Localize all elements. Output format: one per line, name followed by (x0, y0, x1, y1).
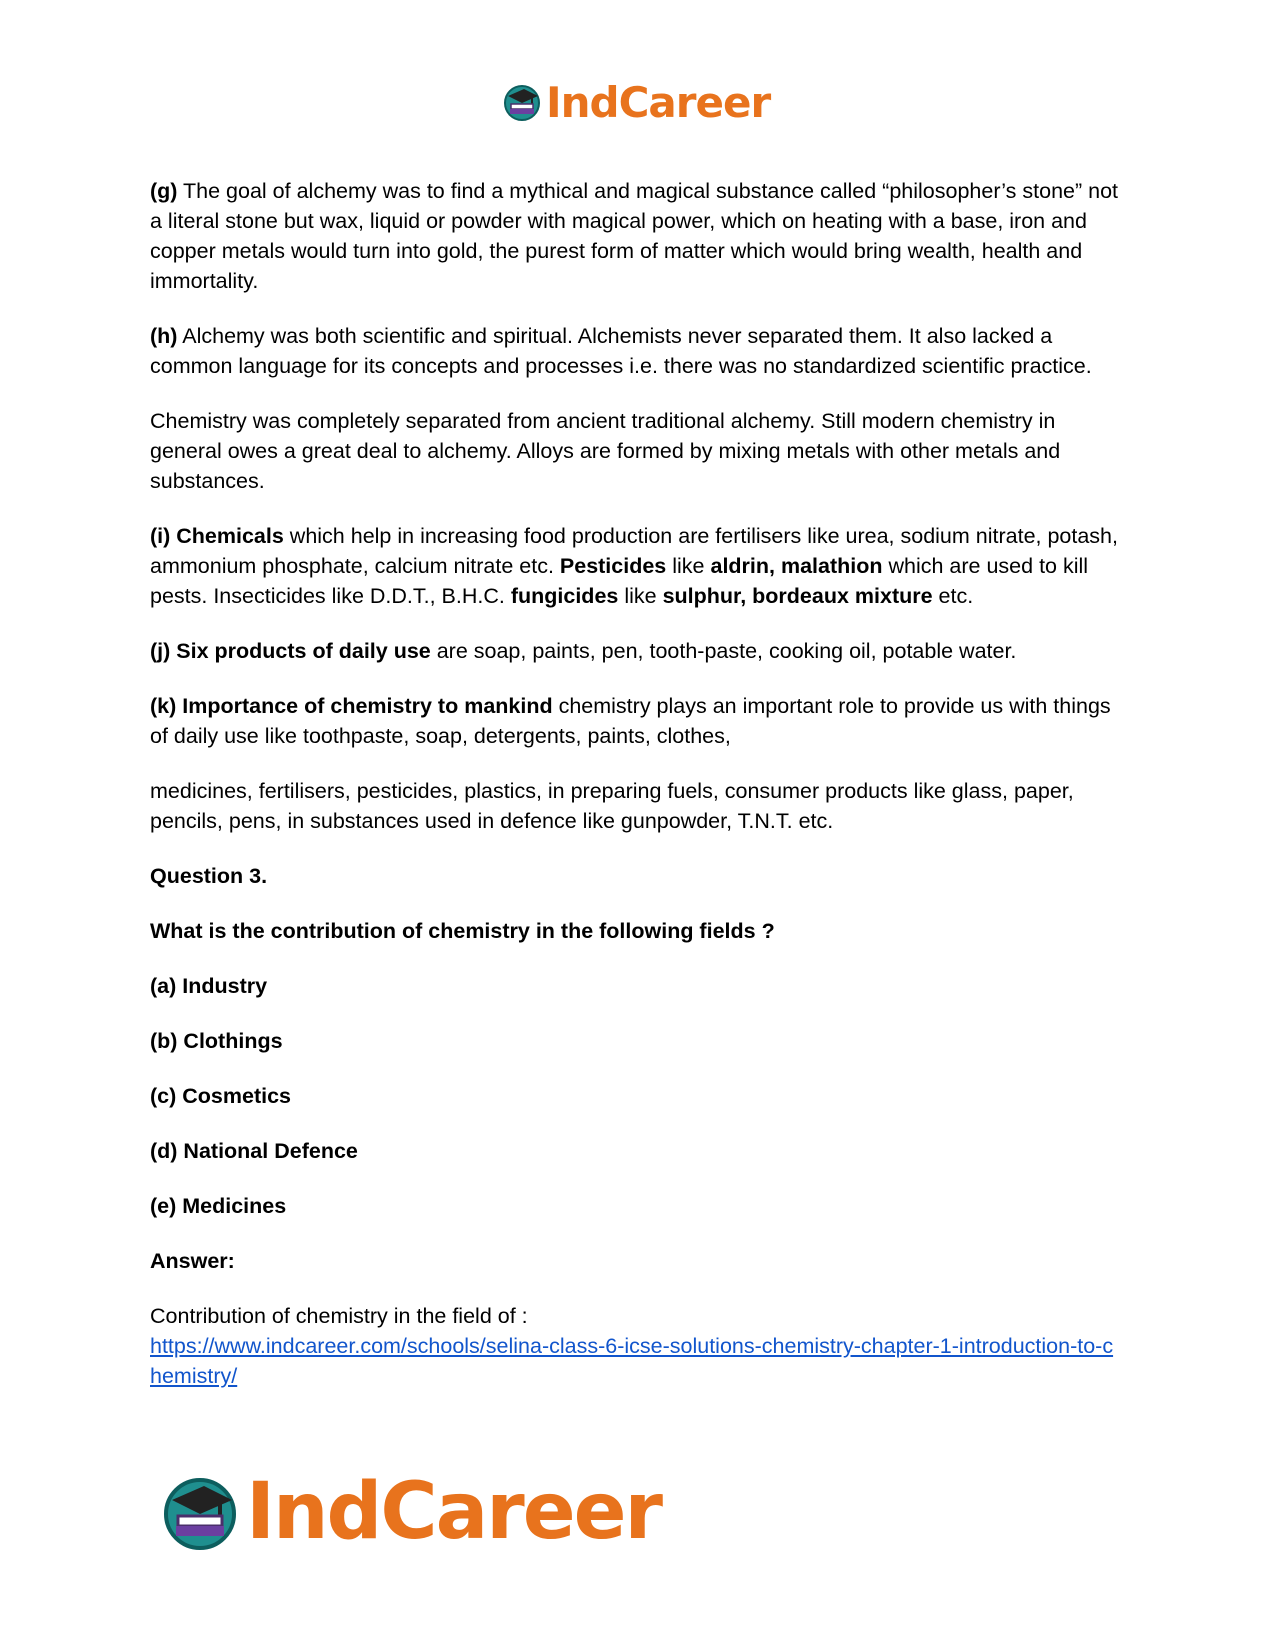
paragraph-text: Alchemy was both scientific and spiritual. Alchemists never separated them. It also lacked a common language for its concepts and processes i.e. there was no standardized scientific practice. (150, 324, 1092, 378)
logo-text: IndCareer (246, 1467, 661, 1557)
paragraph-text: chemistry plays an important role to provide us with things of daily use like toothpaste, soap, detergents, paints, clothes, (150, 694, 1111, 748)
graduation-book-icon (160, 1472, 240, 1552)
paragraph-label: (k) Importance of chemistry to mankind (150, 694, 553, 718)
bold-term: aldrin, malathion (710, 554, 883, 578)
paragraph-j (150, 636, 1125, 666)
paragraph-continuation: medicines, fertilisers, pesticides, plastics, in preparing fuels, consumer products like glass, paper, pencils, pens, in substances used in defence like gunpowder, T.N.T. etc. (150, 779, 1074, 833)
question-heading: Question 3. (150, 864, 268, 888)
paragraph-h (150, 321, 1125, 381)
paragraph-text: The goal of alchemy was to find a mythical and magical substance called “philosopher’s stone” not a literal stone but wax, liquid or powder with magical power, which on heating with a base, iron and copper metals would turn into gold, the purest form of matter which would bring wealth, health and immortality. (150, 179, 1119, 293)
paragraph-label: (g) (150, 179, 178, 203)
logo-text: IndCareer (546, 77, 771, 127)
paragraph-label: (j) Six products of daily use (150, 639, 431, 663)
paragraph-text: are soap, paints, pen, tooth-paste, cooking oil, potable water. (430, 639, 1017, 663)
answer-text: Contribution of chemistry in the field of : (150, 1304, 528, 1328)
question-item: (d) National Defence (150, 1139, 358, 1163)
question-item: (a) Industry (150, 974, 268, 998)
bold-term: Pesticides (559, 554, 667, 578)
text-segment: which are used to kill pests. Insecticides like D.D.T., B.H.C. (150, 554, 1089, 608)
text-segment: like (618, 584, 663, 608)
bold-term: sulphur, bordeaux mixture (662, 584, 933, 608)
question-item: (c) Cosmetics (150, 1084, 291, 1108)
text-segment: like (666, 554, 711, 578)
paragraph-i (150, 521, 1125, 611)
answer-body (150, 1301, 1125, 1391)
answer-link[interactable]: https://www.indcareer.com/schools/selina-class-6-icse-solutions-chemistry-chapter-1-introduction-to-chemistry/ (150, 1334, 1114, 1388)
bold-term: fungicides (510, 584, 619, 608)
paragraph-k (150, 691, 1125, 751)
graduation-book-icon (502, 82, 542, 122)
answer-heading: Answer: (150, 1249, 235, 1273)
question-prompt: What is the contribution of chemistry in the following fields ? (150, 919, 775, 943)
question-item: (b) Clothings (150, 1029, 283, 1053)
paragraph-g (150, 176, 1125, 296)
paragraph-label: (i) Chemicals (150, 524, 284, 548)
header-logo (502, 78, 770, 126)
document-body (150, 176, 1125, 1416)
text-segment: etc. (932, 584, 974, 608)
question-item: (e) Medicines (150, 1194, 287, 1218)
paragraph-chemistry: Chemistry was completely separated from ancient traditional alchemy. Still modern chemistry in general owes a great deal to alchemy. Alloys are formed by mixing metals with other metals and substances. (150, 409, 1061, 493)
text-segment: which help in increasing food production are fertilisers like urea, sodium nitrate, potash, ammonium phosphate, calcium nitrate etc. (150, 524, 1118, 578)
paragraph-label: (h) (150, 324, 178, 348)
footer-logo (160, 1468, 661, 1556)
